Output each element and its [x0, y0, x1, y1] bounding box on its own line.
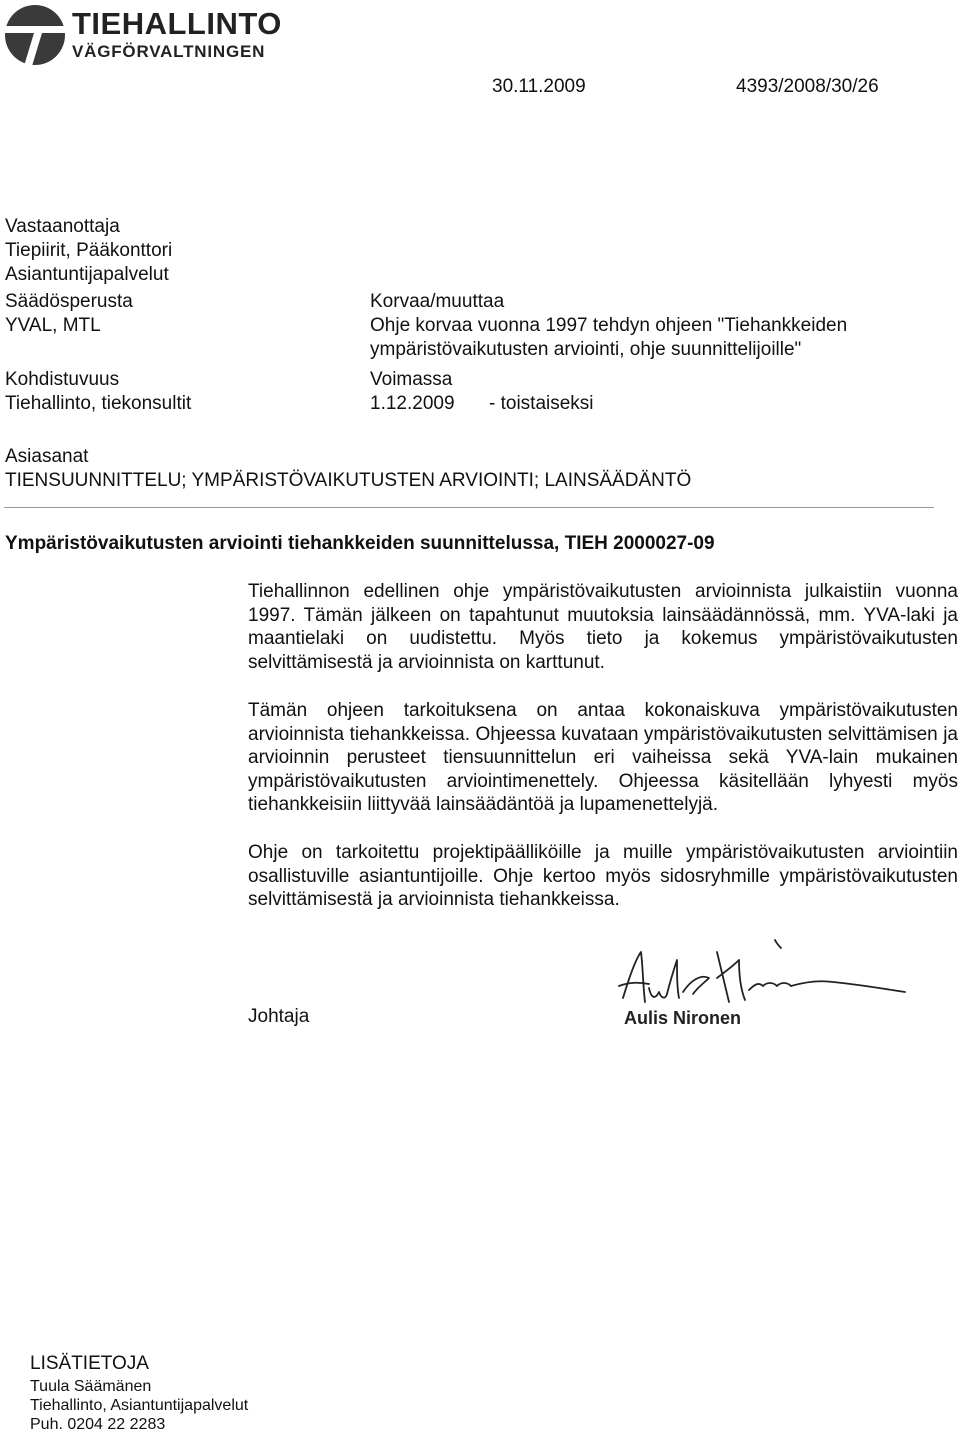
- target-value: Tiehallinto, tiekonsultit: [5, 393, 192, 414]
- signatory-name: Aulis Nironen: [624, 1008, 742, 1028]
- recipient-label: Vastaanottaja: [5, 216, 120, 237]
- contact-heading: LISÄTIETOJA: [30, 1353, 149, 1374]
- replaces-line: Ohje korvaa vuonna 1997 tehdyn ohjeen "Tiehankkeiden: [370, 315, 848, 336]
- recipient-line: Tiepiirit, Pääkonttori: [5, 240, 173, 261]
- body-paragraph: Tämän ohjeen tarkoituksena on antaa kokonaiskuva ympäristövaikutusten arvioinnista tiehankkeissa. Ohjeessa kuvataan ympäristövaikutusten selvittämisen ja arvioinnin perusteet tiensuunnittelun eri vaiheissa sekä YVA-lain mukainen ympäristövaikutusten arviointimenettely. Ohjeessa käsitellään lyhyesti myös tiehankkeisiin liittyvää lainsäädäntöä ja lupamenettelyjä.: [248, 700, 958, 815]
- document-reference: 4393/2008/30/26: [736, 76, 879, 97]
- body-paragraph: Ohje on tarkoitettu projektipäälliköille ja muille ympäristövaikutusten arviointiin osallistuville asiantuntijoille. Ohje kertoo myös sidosryhmille ympäristövaikutusten selvittämisestä ja arvioinnista tiehankkeissa.: [248, 842, 958, 910]
- contact-line: Tiehallinto, Asiantuntijapalvelut: [30, 1397, 249, 1414]
- recipient-line: Asiantuntijapalvelut: [5, 264, 169, 285]
- logo-title: TIEHALLINTO: [72, 6, 282, 41]
- section-divider: [4, 507, 934, 508]
- target-label: Kohdistuvuus: [5, 369, 120, 390]
- keywords-value: TIENSUUNNITTELU; YMPÄRISTÖVAIKUTUSTEN ARVIOINTI; LAINSÄÄDÄNTÖ: [5, 470, 692, 491]
- document-heading: Ympäristövaikutusten arviointi tiehankkeiden suunnittelussa, TIEH 2000027-09: [5, 533, 715, 554]
- body-paragraph: Tiehallinnon edellinen ohje ympäristövaikutusten arvioinnista julkaistiin vuonna 1997. Tämän jälkeen on tapahtunut muutoksia lainsäädännössä, mm. YVA-laki ja maantielaki on uudistettu. Myös tieto ja kokemus ympäristövaikutusten selvittämisestä ja arvioinnista on karttunut.: [248, 581, 958, 673]
- valid-to: - toistaiseksi: [489, 393, 594, 414]
- logo-subtitle: VÄGFÖRVALTNINGEN: [72, 42, 266, 61]
- replaces-line: ympäristövaikutusten arviointi, ohje suunnittelijoille": [370, 339, 802, 360]
- tiehallinto-logo-icon: [4, 4, 66, 66]
- valid-label: Voimassa: [370, 369, 453, 390]
- basis-value: YVAL, MTL: [5, 315, 101, 336]
- keywords-label: Asiasanat: [5, 446, 89, 467]
- document-date: 30.11.2009: [492, 76, 586, 97]
- contact-line: Tuula Säämänen: [30, 1378, 152, 1395]
- contact-line: Puh. 0204 22 2283: [30, 1416, 166, 1433]
- basis-label: Säädösperusta: [5, 291, 133, 312]
- valid-from: 1.12.2009: [370, 393, 455, 414]
- signatory-role: Johtaja: [248, 1006, 310, 1027]
- replaces-label: Korvaa/muuttaa: [370, 291, 505, 312]
